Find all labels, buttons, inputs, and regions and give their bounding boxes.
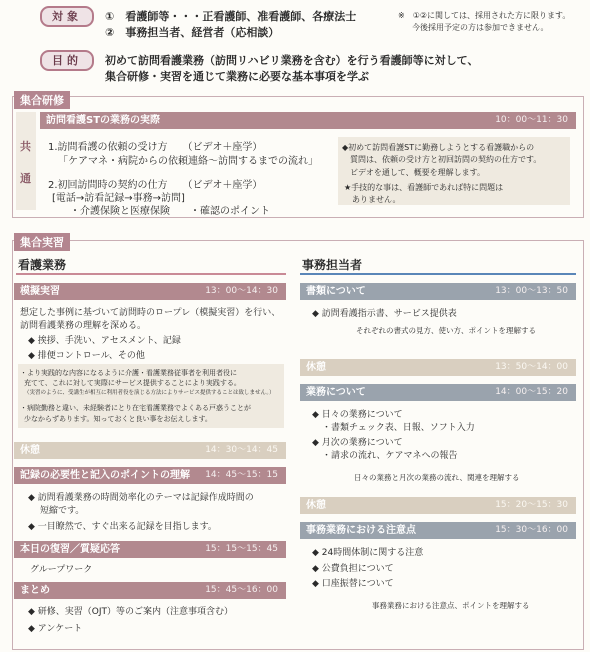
nursing-block-2-time: 14：45～15：15 xyxy=(205,470,278,480)
common-item-1-detail: 「ケアマネ・病院からの依頼連絡～訪問するまでの流れ」 xyxy=(58,156,318,167)
office-rest-1-time: 13：50～14：00 xyxy=(495,362,568,372)
office-block-3-bar xyxy=(300,522,576,539)
practical-title: 集合実習 xyxy=(14,233,70,251)
office-block-3-title: 事務業務における注意点 xyxy=(306,525,416,536)
nursing-rest-time: 14：30～14：45 xyxy=(205,445,278,455)
nursing-block-1-note-1: ・より実践的な内容になるように介護・看護業務従事者を利用者役に xyxy=(20,369,237,377)
common-header-time: 10：00～11：30 xyxy=(495,115,568,125)
target-label: 対象 xyxy=(40,6,94,27)
group-training-title: 集合研修 xyxy=(14,91,70,109)
office-title: 事務担当者 xyxy=(302,258,363,272)
common-header-bar xyxy=(40,112,576,129)
common-item-2-detail-2: ・介護保険と医療保険 ・確認のポイント xyxy=(70,206,270,217)
nursing-block-4-title: まとめ xyxy=(20,585,50,596)
nursing-block-1-note-2: 充てて、これに対して実際にサービス提供することにより実践する。 xyxy=(24,379,241,387)
office-block-2-item-1b: ・書類チェック表、日報、ソフト入力 xyxy=(322,423,475,433)
office-block-2-note: 日々の業務と月次の業務の流れ、関連を理解する xyxy=(354,473,520,482)
nursing-block-4-item-1: ◆ 研修、実習（OJT）等のご案内（注意事項含む） xyxy=(28,607,234,617)
target-item-2: ② 事務担当者、経営者（応相談） xyxy=(105,26,280,39)
nursing-title: 看護業務 xyxy=(18,258,67,272)
nursing-block-2-title: 記録の必要性と記入のポイントの理解 xyxy=(20,470,190,481)
target-note-1: ※ ①②に関しては、採用された方に限ります。 xyxy=(398,11,571,20)
office-block-2-title: 業務について xyxy=(306,387,366,398)
nursing-block-3-title: 本日の復習／質疑応答 xyxy=(20,544,120,555)
nursing-block-2-item-1b: 短縮です。 xyxy=(40,506,85,516)
nursing-block-1-title: 模擬実習 xyxy=(20,286,60,297)
common-note-2: 質問は、依頼の受け方と初回訪問の契約の仕方です。 xyxy=(350,155,542,164)
target-item-1: ① 看護師等・・・正看護師、准看護師、各療法士 xyxy=(105,10,357,23)
purpose-line-2: 集合研修・実習を通じて業務に必要な基本事項を学ぶ xyxy=(105,70,369,83)
nursing-rest-bar xyxy=(14,442,286,459)
office-block-1-note: それぞれの書式の見方、使い方、ポイントを理解する xyxy=(356,326,536,335)
office-block-1-title: 書類について xyxy=(306,286,366,297)
office-rest-2-time: 15：20～15：30 xyxy=(495,500,568,510)
nursing-block-4-time: 15：45～16：00 xyxy=(205,585,278,595)
nursing-block-2-bar xyxy=(14,467,286,484)
purpose-label: 目的 xyxy=(40,50,94,71)
common-header-title: 訪問看護STの業務の実際 xyxy=(46,115,161,126)
nursing-rest-title: 休憩 xyxy=(20,445,40,456)
common-label-1: 共 xyxy=(20,140,31,153)
office-rest-2-bar xyxy=(300,497,576,514)
nursing-block-1-item-1: ◆ 挨拶、手洗い、アセスメント、記録 xyxy=(28,336,181,346)
office-rest-1-bar xyxy=(300,359,576,376)
nursing-block-1-note-4: ・病院勤務と違い、未経験者にとり在宅看護業務でよくある戸惑うことが xyxy=(20,404,251,412)
common-side xyxy=(16,112,36,210)
office-block-1-item-1: ◆ 訪問看護指示書、サービス提供表 xyxy=(312,309,457,319)
nursing-block-1-line-1: 想定した事例に基づいて訪問時のロープレ（模擬実習）を行い、 xyxy=(20,308,281,318)
nursing-block-1-note-3: （実習のように、受講生が相互に利用者役を演じる方法によりサービス提供することは致しません。） xyxy=(24,390,275,396)
nursing-block-4-bar xyxy=(14,582,286,599)
office-block-1-bar xyxy=(300,283,576,300)
common-note-3: ビデオを通して、概要を理解します。 xyxy=(350,168,486,177)
common-item-2-detail-1: [電話→訪看記録→事務→訪問] xyxy=(52,193,185,204)
nursing-block-2-item-2: ◆ 一目瞭然で、すぐ出来る記録を目指します。 xyxy=(28,522,217,532)
office-block-2-item-2: ◆ 月次の業務について xyxy=(312,438,403,448)
office-block-2-item-2b: ・請求の流れ、ケアマネへの報告 xyxy=(322,451,458,461)
office-block-2-bar xyxy=(300,384,576,401)
nursing-block-3-item-1: グループワーク xyxy=(30,565,93,575)
nursing-block-3-time: 15：15～15：45 xyxy=(205,544,278,554)
office-title-rule xyxy=(300,273,576,275)
purpose-line-1: 初めて訪問看護業務（訪問リハビリ業務を含む）を行う看護師等に対して、 xyxy=(105,54,479,67)
office-block-3-item-2: ◆ 公費負担について xyxy=(312,564,394,574)
nursing-block-1-item-2: ◆ 排便コントロール、その他 xyxy=(28,351,145,361)
common-item-1-title: 1.訪問看護の依頼の受け方 （ビデオ＋座学） xyxy=(48,142,263,153)
nursing-block-1-time: 13：00～14：30 xyxy=(205,286,278,296)
common-note-4: ★手技的な事は、看護師であれば特に問題は xyxy=(344,183,504,192)
target-note-2: 今後採用予定の方は参加できません。 xyxy=(412,23,549,32)
office-block-3-time: 15：30～16：00 xyxy=(495,525,568,535)
office-rest-1-title: 休憩 xyxy=(306,362,326,373)
common-note-1: ◆初めて訪問看護STに勤務しようとする看護職からの xyxy=(342,143,535,152)
nursing-block-1-note-5: 少なからずあります。知っておくと良い事をお伝えします。 xyxy=(24,415,212,423)
nursing-block-1-line-2: 訪問看護業務の理解を深める。 xyxy=(20,321,147,331)
nursing-title-rule xyxy=(16,273,286,275)
office-block-1-time: 13：00～13：50 xyxy=(495,286,568,296)
office-rest-2-title: 休憩 xyxy=(306,500,326,511)
office-block-3-item-3: ◆ 口座振替について xyxy=(312,579,394,589)
office-block-2-item-1: ◆ 日々の業務について xyxy=(312,410,403,420)
office-block-3-note: 事務業務における注意点、ポイントを理解する xyxy=(372,601,530,610)
nursing-block-3-bar xyxy=(14,541,286,558)
nursing-block-2-item-1a: ◆ 訪問看護業務の時間効率化のテーマは記録作成時間の xyxy=(28,493,254,503)
nursing-block-4-item-2: ◆ アンケート xyxy=(28,624,83,634)
common-note-5: ありません。 xyxy=(352,195,401,204)
nursing-block-1-bar xyxy=(14,283,286,300)
common-label-2: 通 xyxy=(20,172,31,185)
common-item-2-title: 2.初回訪問時の契約の仕方 （ビデオ＋座学） xyxy=(48,180,263,191)
office-block-2-time: 14：00～15：20 xyxy=(495,387,568,397)
office-block-3-item-1: ◆ 24時間体制に関する注意 xyxy=(312,548,424,558)
